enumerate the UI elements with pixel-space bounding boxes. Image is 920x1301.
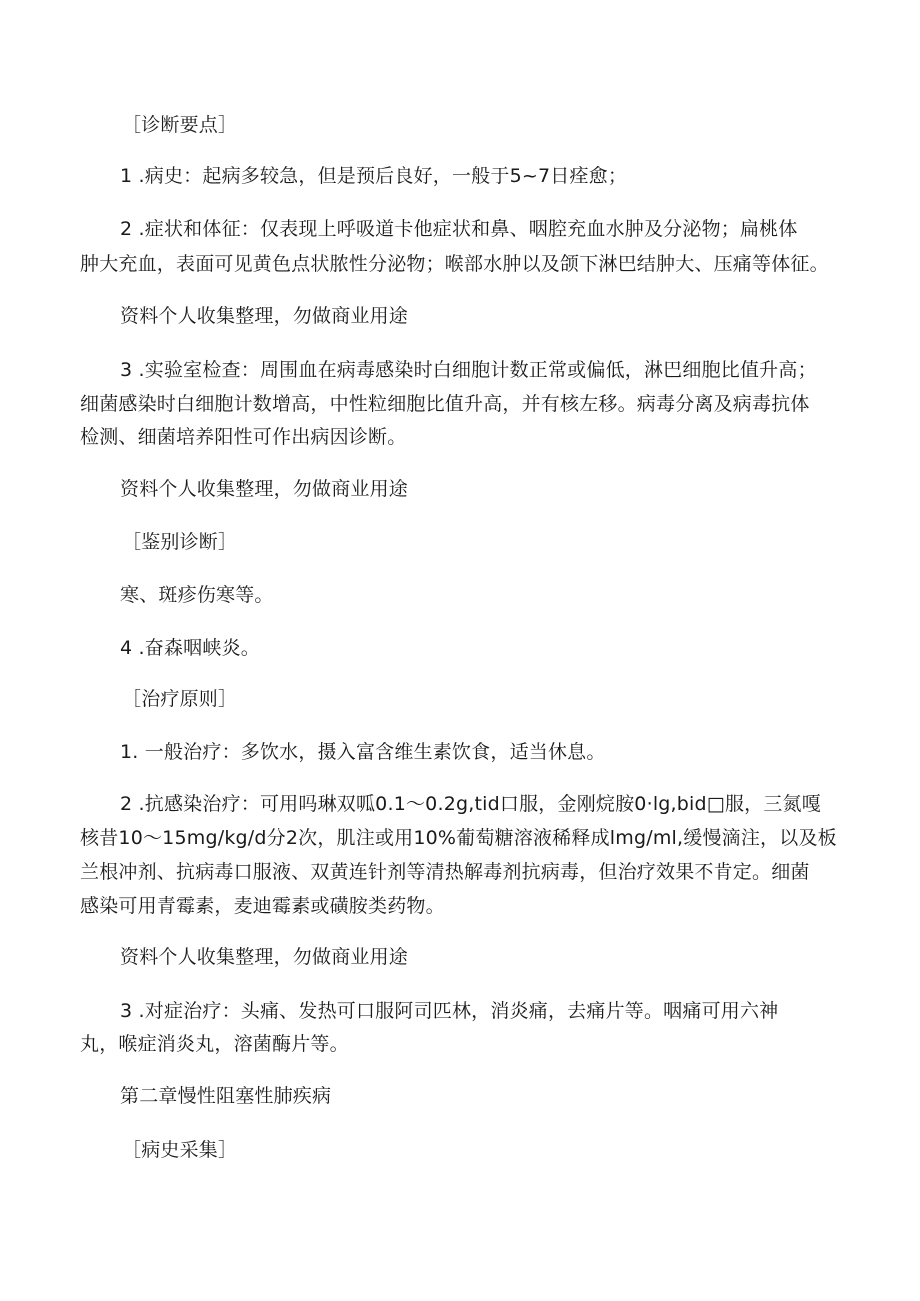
lab-paragraph-line-3: 检测、细菌培养阳性可作出病因诊断。: [80, 426, 407, 448]
chapter-title: 第二章慢性阻塞性肺疾病: [120, 1085, 332, 1107]
history-paragraph: 1 .病史：起病多较急，但是预后良好，一般于5~7日痊愈；: [120, 165, 628, 187]
symptoms-paragraph-line-1: 2 .症状和体征：仅表现上呼吸道卡他症状和鼻、咽腔充血水肿及分泌物；扁桃体: [120, 218, 798, 240]
general-treatment-paragraph: 1. 一般治疗：多饮水，摄入富含维生素饮食，适当休息。: [120, 741, 606, 763]
differential-item: 寒、斑疹伤寒等。: [120, 584, 274, 606]
symptomatic-treatment-line-1: 3 .对症治疗：头痛、发热可口服阿司匹林，消炎痛，去痛片等。咽痛可用六神: [120, 1000, 779, 1022]
anti-infection-line-3: 兰根冲剂、抗病毒口服液、双黄连针剂等清热解毒剂抗病毒，但治疗效果不肯定。细菌: [80, 861, 810, 883]
copyright-note: 资料个人收集整理，勿做商业用途: [120, 478, 409, 500]
anti-infection-line-4: 感染可用青霉素，麦迪霉素或磺胺类药物。: [80, 895, 445, 917]
differential-item: 4 .奋森咽峡炎。: [120, 637, 260, 659]
diagnosis-heading: ［诊断要点］: [122, 114, 238, 136]
differential-heading: ［鉴别诊断］: [122, 531, 238, 553]
anti-infection-line-2: 核昔10～15mg∕kg∕d分2次，肌注或用10%葡萄糖溶液稀释成lmg∕ml,缓慢滴注，以及板: [80, 827, 837, 849]
copyright-note: 资料个人收集整理，勿做商业用途: [120, 305, 409, 327]
copyright-note: 资料个人收集整理，勿做商业用途: [120, 946, 409, 968]
symptoms-paragraph-line-2: 肿大充血，表面可见黄色点状脓性分泌物；喉部水肿以及颌下淋巴结肿大、压痛等体征。: [80, 253, 829, 275]
lab-paragraph-line-2: 细菌感染时白细胞计数增高，中性粒细胞比值升高，并有核左移。病毒分离及病毒抗体: [80, 393, 810, 415]
lab-paragraph-line-1: 3 .实验室检查：周围血在病毒感染时白细胞计数正常或偏低，淋巴细胞比值升高；: [120, 359, 817, 381]
treatment-heading: ［治疗原则］: [122, 688, 238, 710]
symptomatic-treatment-line-2: 丸，喉症消炎丸，溶菌酶片等。: [80, 1033, 349, 1055]
anti-infection-line-1: 2 .抗感染治疗：可用吗琳双呱0.1～0.2g,tid口服，金刚烷胺0·lg,bid□服，三氮嘎: [120, 793, 821, 815]
history-collection-heading: ［病史采集］: [122, 1139, 238, 1161]
